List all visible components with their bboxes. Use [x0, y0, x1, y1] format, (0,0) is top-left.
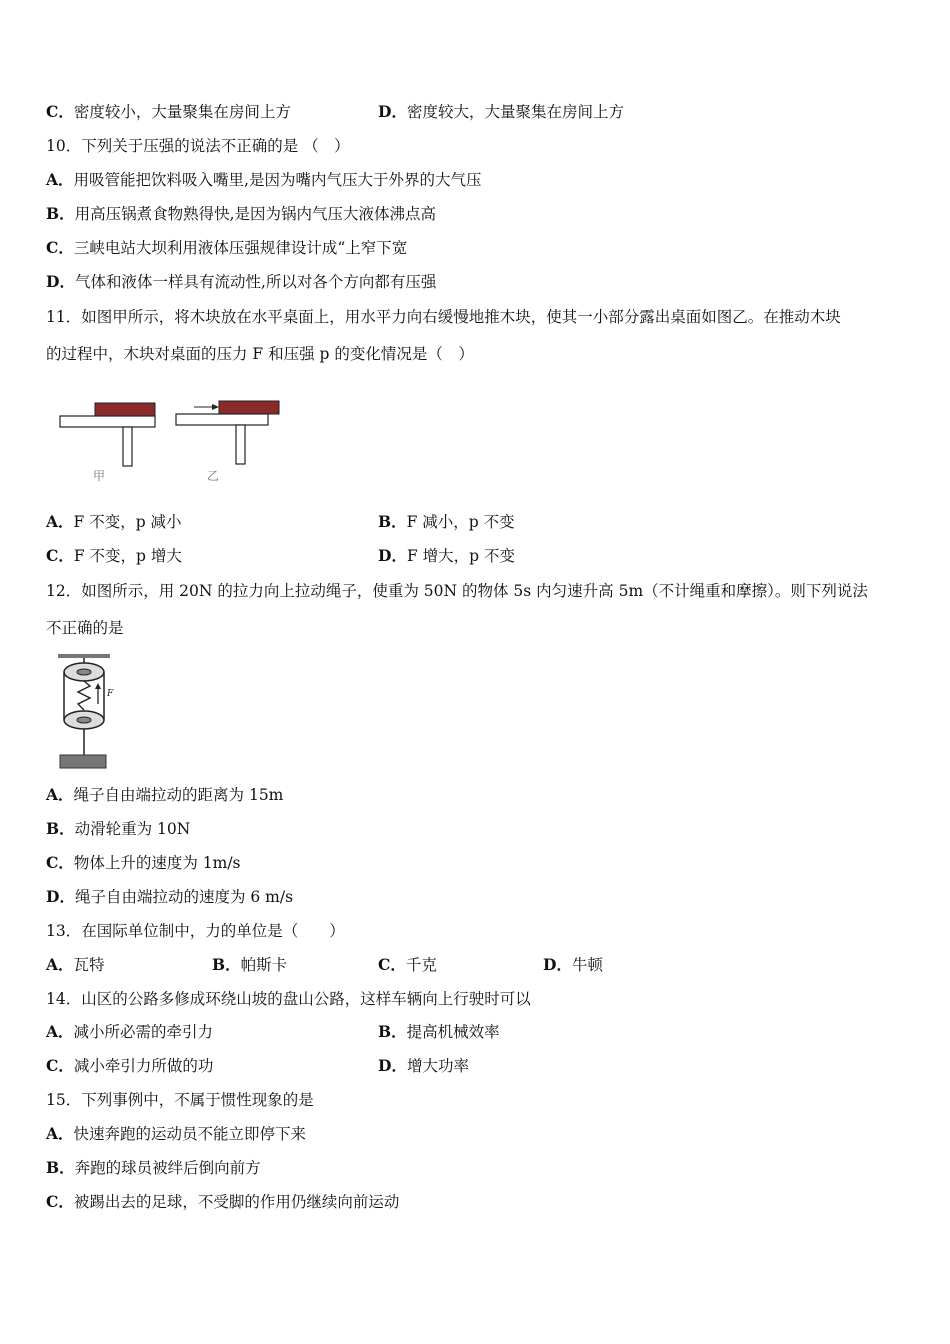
q14-stem: 14．山区的公路多修成环绕山坡的盘山公路，这样车辆向上行驶时可以: [46, 990, 531, 1008]
q10-stem: 10．下列关于压强的说法不正确的是 （ ）: [46, 137, 350, 155]
table-top-jia: [60, 416, 155, 427]
q9-option-d: D．密度较大，大量聚集在房间上方: [378, 102, 624, 121]
q12-option-a: A．绳子自由端拉动的距离为 15m: [46, 785, 284, 804]
q10-option-b: B．用高压锅煮食物熟得快,是因为锅内气压大液体沸点高: [46, 204, 437, 223]
q13-option-c: C．千克: [378, 955, 437, 974]
q12-stem-line1: 12．如图所示，用 20N 的拉力向上拉动绳子，使重为 50N 的物体 5s 内匀速升高 5m（不计绳重和摩擦）。则下列说法: [46, 582, 868, 600]
wood-block-jia: [95, 403, 155, 416]
q11-figure: [55, 395, 295, 490]
q15-option-b: B．奔跑的球员被绊后倒向前方: [46, 1158, 261, 1177]
q13-option-a: A．瓦特: [46, 955, 105, 974]
q15-option-c: C．被踢出去的足球，不受脚的作用仍继续向前运动: [46, 1192, 400, 1211]
q11-option-b: B．F 减小，p 不变: [378, 512, 515, 531]
q14-option-b: B．提高机械效率: [378, 1022, 500, 1041]
q9-option-c: C．密度较小，大量聚集在房间上方: [46, 102, 291, 121]
q14-option-a: A．减小所必需的牵引力: [46, 1022, 214, 1041]
push-arrow-head: [212, 404, 219, 410]
q13-stem: 13．在国际单位制中，力的单位是（ ）: [46, 922, 345, 940]
q11-option-c: C．F 不变，p 增大: [46, 546, 182, 565]
middle-rope: [78, 681, 90, 710]
q15-stem: 15．下列事例中，不属于惯性现象的是: [46, 1091, 314, 1109]
q12-option-d: D．绳子自由端拉动的速度为 6 m/s: [46, 887, 294, 906]
weight-block: [60, 755, 106, 768]
q11-stem-line2: 的过程中，木块对桌面的压力 F 和压强 p 的变化情况是（ ）: [46, 345, 474, 363]
q11-stem-line1: 11．如图甲所示，将木块放在水平桌面上，用水平力向右缓慢地推木块，使其一小部分露出桌面如图乙。在推动木块: [46, 308, 841, 326]
ceiling: [58, 654, 110, 658]
q14-option-d: D．增大功率: [378, 1056, 469, 1075]
q13-option-d: D．牛顿: [543, 955, 603, 974]
table-leg-jia: [123, 427, 132, 466]
q14-option-c: C．减小牵引力所做的功: [46, 1056, 214, 1075]
figure-label-yi: 乙: [207, 469, 220, 483]
q13-option-b: B．帕斯卡: [212, 955, 288, 974]
q12-pulley-figure: [52, 652, 122, 772]
figure-label-jia: 甲: [93, 469, 106, 483]
q11-option-a: A．F 不变，p 减小: [46, 512, 182, 531]
q10-option-d: D．气体和液体一样具有流动性,所以对各个方向都有压强: [46, 272, 437, 291]
q15-option-a: A．快速奔跑的运动员不能立即停下来: [46, 1124, 307, 1143]
wood-block-yi: [219, 401, 279, 414]
table-top-yi: [176, 414, 268, 425]
q12-option-c: C．物体上升的速度为 1m/s: [46, 853, 241, 872]
force-label: F: [107, 689, 114, 699]
figure-jia: [60, 403, 155, 466]
q12-stem-line2: 不正确的是: [46, 619, 124, 637]
q11-option-d: D．F 增大，p 不变: [378, 546, 515, 565]
q12-option-b: B．动滑轮重为 10N: [46, 819, 191, 838]
force-arrow: [95, 683, 101, 689]
table-leg-yi: [236, 425, 245, 464]
figure-yi: [176, 401, 279, 464]
q10-option-c: C．三峡电站大坝利用液体压强规律设计成“上窄下宽: [46, 238, 408, 257]
q10-option-a: A．用吸管能把饮料吸入嘴里,是因为嘴内气压大于外界的大气压: [46, 170, 482, 189]
